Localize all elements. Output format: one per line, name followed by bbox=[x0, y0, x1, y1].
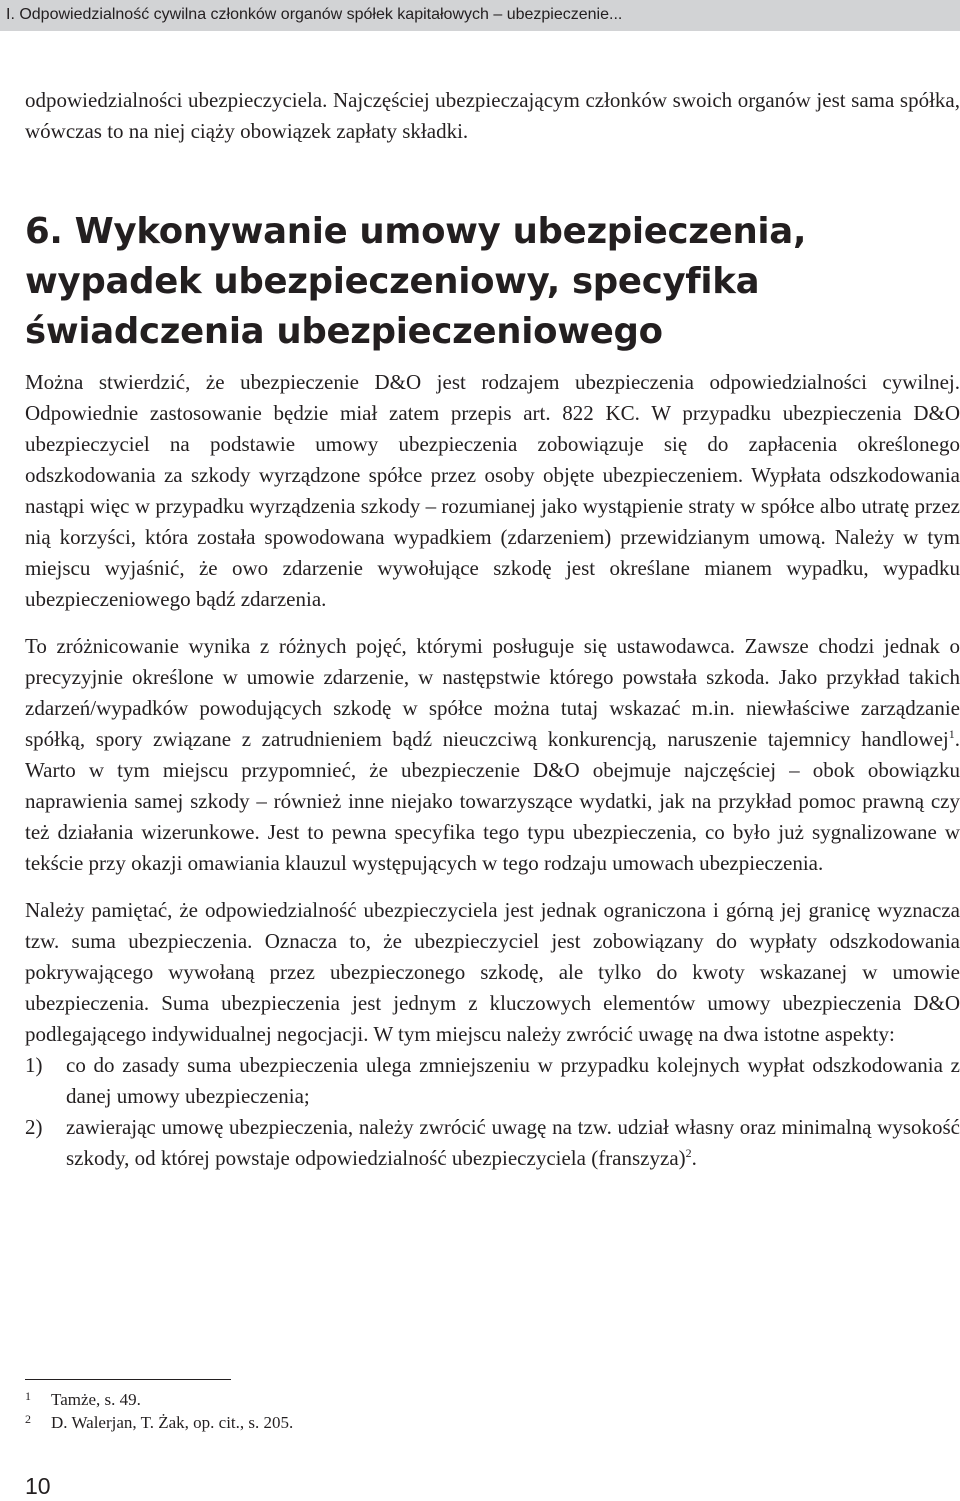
footnote-text: D. Walerjan, T. Żak, op. cit., s. 205. bbox=[51, 1413, 294, 1432]
list-item bbox=[25, 1050, 960, 1112]
section-body bbox=[25, 367, 960, 1174]
footnote-number: 2 bbox=[25, 1412, 31, 1426]
list-item-text: co do zasady suma ubezpieczenia ulega zmniejszeniu w przypadku kolejnych wypłat odszkodowania z danej umowy ubezpieczenia; bbox=[66, 1053, 960, 1108]
paragraph-2 bbox=[25, 631, 960, 879]
footnote-ref-2[interactable]: 2 bbox=[685, 1146, 692, 1160]
list-item-text: zawierając umowę ubezpieczenia, należy zwrócić uwagę na tzw. udział własny oraz minimalną wysokość szkody, od której powstaje odpowiedzialność ubezpieczyciela (franszyza) bbox=[66, 1115, 960, 1170]
section-heading: 6. Wykonywanie umowy ubezpieczenia, wypadek ubezpieczeniowy, specyfika świadczenia ubezpieczeniowego bbox=[25, 211, 807, 352]
footnote-ref-1[interactable]: 1 bbox=[948, 727, 955, 741]
list-item-number: 1) bbox=[25, 1053, 43, 1077]
aspects-list bbox=[25, 1050, 960, 1174]
footnote bbox=[25, 1388, 925, 1411]
page-number: 10 bbox=[25, 1473, 51, 1499]
footnotes bbox=[25, 1388, 925, 1434]
footnote-separator bbox=[25, 1379, 231, 1380]
list-item bbox=[25, 1112, 960, 1174]
paragraph-3: Należy pamiętać, że odpowiedzialność ubezpieczyciela jest jednak ograniczona i górną jej granicę wyznacza tzw. suma ubezpieczenia. Oznacza to, że ubezpieczyciel jest zobowiązany do wypłaty odszkodowania pokrywającego wywołaną przez ubezpieczonego szkodę, ale tylko do kwoty wskazanej w umowie ubezpieczenia. Suma ubezpieczenia jest jednym z kluczowych elementów umowy ubezpieczenia D&O podlegającego indywidualnej negocjacji. W tym miejscu należy zwrócić uwagę na dwa istotne aspekty: bbox=[25, 898, 960, 1046]
lead-block bbox=[25, 85, 960, 147]
footnote bbox=[25, 1411, 925, 1434]
paragraph-2-text-a: To zróżnicowanie wynika z różnych pojęć, którymi posługuje się ustawodawca. Zawsze chodzi jednak o precyzyjnie określone w umowie zdarzenie, w następstwie którego powstała szkoda. Jako przykład takich zdarzeń/wypadków powodujących szkodę w spółce można tutaj wskazać m.in. niewłaściwe zarządzanie spółką, spory związane z zatrudnieniem bądź nieuczciwą konkurencją, naruszenie tajemnicy handlowej bbox=[25, 634, 960, 751]
list-item-number: 2) bbox=[25, 1115, 43, 1139]
paragraph-1: Można stwierdzić, że ubezpieczenie D&O jest rodzajem ubezpieczenia odpowiedzialności cywilnej. Odpowiednie zastosowanie będzie miał zatem przepis art. 822 KC. W przypadku ubezpieczenia D&O ubezpieczyciel na podstawie umowy ubezpieczenia zobowiązuje się do zapłacenia określonego odszkodowania za szkody wyrządzone spółce przez osoby objęte ubezpieczeniem. Wypłata odszkodowania nastąpi więc w przypadku wyrządzenia szkody – rozumianej jako wystąpienie straty w spółce albo utratę przez nią korzyści, która została spowodowana wypadkiem (zdarzeniem) przewidzianym umową. Należy w tym miejscu wyjaśnić, że owo zdarzenie wywołujące szkodę jest określane mianem wypadku, wypadku ubezpieczeniowego bądź zdarzenia. bbox=[25, 370, 960, 611]
lead-paragraph: odpowiedzialności ubezpieczyciela. Najczęściej ubezpieczającym członków swoich organów jest sama spółka, wówczas to na niej ciąży obowiązek zapłaty składki. bbox=[25, 88, 960, 143]
paragraph-2-text-b: . Warto w tym miejscu przypomnieć, że ubezpieczenie D&O obejmuje najczęściej – obok obowiązku naprawienia samej szkody – również inne niejako towarzyszące wydatki, jak na przykład pomoc prawną czy też działania wizerunkowe. Jest to pewna specyfika tego typu ubezpieczenia, co było już sygnalizowane w tekście przy okazji omawiania klauzul występujących w tego rodzaju umowach ubezpieczenia. bbox=[25, 727, 960, 875]
footnote-number: 1 bbox=[25, 1389, 31, 1403]
running-header-title: I. Odpowiedzialność cywilna członków organów spółek kapitałowych – ubezpieczenie... bbox=[6, 6, 623, 23]
running-header-bar bbox=[0, 0, 960, 31]
list-item-tail: . bbox=[691, 1146, 697, 1170]
footnote-text: Tamże, s. 49. bbox=[51, 1390, 141, 1409]
